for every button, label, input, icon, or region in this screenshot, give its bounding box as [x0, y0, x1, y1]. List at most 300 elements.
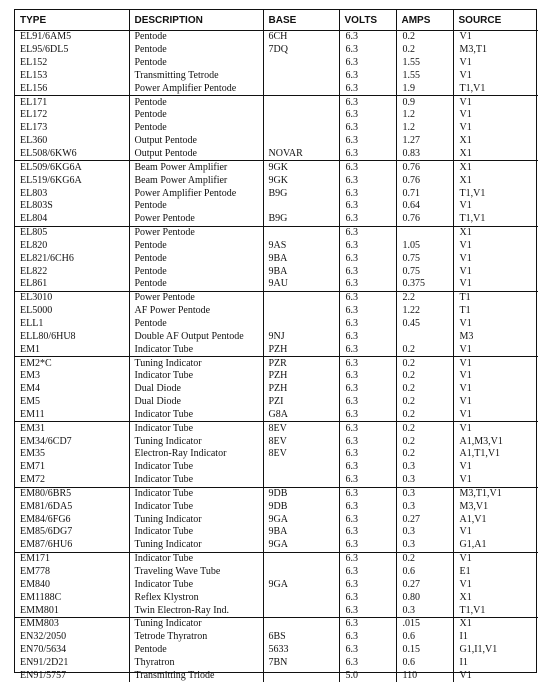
- cell-description: Tuning Indicator: [129, 513, 263, 526]
- cell-source: V1: [453, 526, 538, 539]
- cell-amps: 0.2: [396, 552, 453, 565]
- cell-volts: 6.3: [339, 500, 396, 513]
- table-row: [15, 396, 538, 409]
- table-row: [15, 187, 538, 200]
- table-row: [15, 461, 538, 474]
- table-row: [15, 135, 538, 148]
- cell-base: [263, 57, 339, 70]
- cell-type: EL171: [20, 96, 48, 108]
- cell-base: [263, 461, 339, 474]
- cell-type: EL91/6AM5: [20, 31, 72, 43]
- cell-description: Tuning Indicator: [129, 435, 263, 448]
- table-row: [15, 148, 538, 161]
- cell-volts: 6.3: [339, 252, 396, 265]
- cell-volts: 6.3: [339, 383, 396, 396]
- cell-amps: 0.3: [396, 604, 453, 617]
- cell-type: EL805: [20, 227, 48, 239]
- cell-source: V1: [453, 109, 538, 122]
- cell-amps: 0.76: [396, 213, 453, 226]
- cell-volts: 6.3: [339, 278, 396, 291]
- table-row: [15, 330, 538, 343]
- cell-volts: 6.3: [339, 122, 396, 135]
- cell-type: EM4: [20, 383, 40, 395]
- cell-type: EM34/6CD7: [20, 435, 72, 447]
- cell-amps: 0.3: [396, 487, 453, 500]
- cell-type: EL173: [20, 122, 48, 134]
- table-row: [15, 96, 538, 109]
- cell-amps: 0.76: [396, 174, 453, 187]
- cell-type: EM81/6DA5: [20, 500, 73, 512]
- header-type: TYPE: [15, 10, 129, 31]
- cell-volts: 6.3: [339, 343, 396, 356]
- cell-amps: 0.6: [396, 657, 453, 670]
- cell-description: Indicator Tube: [129, 461, 263, 474]
- cell-type: EN91/2D21: [20, 656, 69, 668]
- cell-base: PZI: [263, 396, 339, 409]
- table-row: [15, 305, 538, 318]
- cell-base: 8EV: [263, 448, 339, 461]
- cell-amps: 0.2: [396, 31, 453, 44]
- cell-volts: 6.3: [339, 631, 396, 644]
- cell-base: 9GA: [263, 539, 339, 552]
- cell-base: [263, 566, 339, 579]
- cell-type: EM71: [20, 461, 45, 473]
- cell-amps: 110: [396, 669, 453, 682]
- cell-amps: 0.6: [396, 631, 453, 644]
- cell-base: PZH: [263, 383, 339, 396]
- table-row: [15, 513, 538, 526]
- cell-base: G8A: [263, 408, 339, 421]
- cell-source: X1: [453, 617, 538, 630]
- cell-description: Pentode: [129, 57, 263, 70]
- cell-volts: 6.3: [339, 578, 396, 591]
- table-row: [15, 122, 538, 135]
- cell-amps: 0.45: [396, 318, 453, 331]
- cell-volts: 6.3: [339, 265, 396, 278]
- table-row: [15, 578, 538, 591]
- cell-description: Pentode: [129, 265, 263, 278]
- cell-volts: 6.3: [339, 617, 396, 630]
- cell-amps: 0.2: [396, 448, 453, 461]
- cell-amps: 0.80: [396, 591, 453, 604]
- cell-amps: 0.15: [396, 644, 453, 657]
- cell-source: A1,M3,V1: [453, 435, 538, 448]
- cell-description: Pentode: [129, 31, 263, 44]
- table-row: [15, 617, 538, 630]
- cell-type: EL820: [20, 239, 48, 251]
- cell-source: A1,V1: [453, 513, 538, 526]
- cell-type: EL804: [15, 213, 129, 226]
- cell-volts: 6.3: [339, 370, 396, 383]
- table-row: [15, 343, 538, 356]
- cell-description: Indicator Tube: [129, 370, 263, 383]
- cell-amps: 0.3: [396, 539, 453, 552]
- cell-type: EL172: [20, 109, 48, 121]
- cell-source: V1: [453, 31, 538, 44]
- cell-base: 7DQ: [263, 44, 339, 57]
- cell-base: [263, 617, 339, 630]
- cell-description: Beam Power Amplifier: [129, 161, 263, 174]
- cell-description: Tetrode Thyratron: [129, 631, 263, 644]
- cell-base: 5633: [263, 644, 339, 657]
- cell-source: M3: [453, 330, 538, 343]
- cell-base: [263, 226, 339, 239]
- cell-source: V1: [453, 578, 538, 591]
- cell-amps: 1.55: [396, 70, 453, 83]
- cell-type: EN91/5757: [20, 669, 67, 681]
- cell-amps: 0.2: [396, 422, 453, 435]
- header-volts: VOLTS: [339, 10, 396, 31]
- cell-source: T1: [453, 291, 538, 304]
- cell-description: Power Pentode: [129, 226, 263, 239]
- table-row: [15, 566, 538, 579]
- cell-volts: 6.3: [339, 591, 396, 604]
- table-row: [15, 82, 538, 95]
- cell-amps: 0.6: [396, 566, 453, 579]
- table-row: [15, 370, 538, 383]
- cell-volts: 6.3: [339, 213, 396, 226]
- cell-type: EL821/6CH6: [20, 252, 74, 264]
- cell-source: I1: [453, 631, 538, 644]
- cell-source: V1: [453, 422, 538, 435]
- tube-data-table-frame: [14, 9, 537, 681]
- cell-source: V1: [453, 57, 538, 70]
- cell-source: G1,I1,V1: [453, 644, 538, 657]
- cell-source: V1: [453, 461, 538, 474]
- cell-source: V1: [453, 265, 538, 278]
- table-row: [15, 291, 538, 304]
- cell-amps: 0.2: [396, 435, 453, 448]
- cell-volts: 6.3: [339, 148, 396, 161]
- cell-volts: 6.3: [339, 604, 396, 617]
- cell-description: Power Amplifier Pentode: [129, 82, 263, 95]
- cell-amps: 0.27: [396, 513, 453, 526]
- cell-description: Double AF Output Pentode: [129, 330, 263, 343]
- cell-volts: 6.3: [339, 539, 396, 552]
- cell-volts: 6.3: [339, 200, 396, 213]
- cell-description: Pentode: [129, 44, 263, 57]
- cell-type: EM171: [20, 553, 50, 565]
- cell-source: X1: [453, 591, 538, 604]
- cell-description: Indicator Tube: [129, 343, 263, 356]
- cell-source: V1: [453, 396, 538, 409]
- cell-base: 9GK: [263, 161, 339, 174]
- cell-description: Pentode: [129, 318, 263, 331]
- cell-volts: 6.3: [339, 109, 396, 122]
- cell-source: V1: [453, 343, 538, 356]
- cell-source: X1: [453, 161, 538, 174]
- cell-description: Electron-Ray Indicator: [129, 448, 263, 461]
- cell-base: [263, 591, 339, 604]
- table-row: [15, 357, 538, 370]
- header-amps: AMPS: [396, 10, 453, 31]
- cell-volts: 6.3: [339, 31, 396, 44]
- tube-data-table: [15, 10, 538, 682]
- table-row: [15, 109, 538, 122]
- cell-type: EM35: [20, 448, 45, 460]
- cell-source: V1: [453, 408, 538, 421]
- cell-amps: 0.83: [396, 148, 453, 161]
- cell-base: 9DB: [263, 487, 339, 500]
- cell-type: EL156: [15, 82, 129, 95]
- table-row: [15, 44, 538, 57]
- cell-volts: 6.3: [339, 57, 396, 70]
- cell-description: Thyratron: [129, 657, 263, 670]
- cell-type: EL95/6DL5: [20, 44, 69, 56]
- cell-volts: 6.3: [339, 461, 396, 474]
- cell-volts: 6.3: [339, 305, 396, 318]
- cell-description: Dual Diode: [129, 383, 263, 396]
- cell-volts: 6.3: [339, 487, 396, 500]
- cell-amps: 1.55: [396, 57, 453, 70]
- table-row: [15, 161, 538, 174]
- cell-type: EM31: [20, 422, 45, 434]
- header-row: [15, 10, 538, 31]
- cell-amps: 0.2: [396, 408, 453, 421]
- cell-volts: 6.3: [339, 318, 396, 331]
- cell-volts: 6.3: [339, 657, 396, 670]
- cell-source: E1: [453, 566, 538, 579]
- cell-volts: 6.3: [339, 96, 396, 109]
- cell-description: AF Power Pentode: [129, 305, 263, 318]
- cell-amps: 0.3: [396, 526, 453, 539]
- cell-description: Indicator Tube: [129, 578, 263, 591]
- cell-volts: 6.3: [339, 226, 396, 239]
- table-row: [15, 57, 538, 70]
- cell-description: Indicator Tube: [129, 500, 263, 513]
- cell-type: EL519/6KG6A: [20, 174, 82, 186]
- cell-volts: 6.3: [339, 513, 396, 526]
- cell-description: Beam Power Amplifier: [129, 174, 263, 187]
- cell-base: [263, 604, 339, 617]
- cell-type: EM3: [20, 370, 40, 382]
- cell-source: V1: [453, 669, 538, 682]
- cell-source: T1,V1: [453, 604, 538, 617]
- cell-amps: 0.375: [396, 278, 453, 291]
- cell-description: Indicator Tube: [129, 487, 263, 500]
- cell-base: B9G: [263, 187, 339, 200]
- cell-volts: 6.3: [339, 161, 396, 174]
- cell-description: Power Pentode: [129, 213, 263, 226]
- cell-source: M3,T1,V1: [453, 487, 538, 500]
- cell-amps: 0.75: [396, 252, 453, 265]
- cell-base: B9G: [263, 213, 339, 226]
- cell-amps: 0.3: [396, 500, 453, 513]
- cell-volts: 6.3: [339, 474, 396, 487]
- cell-source: V1: [453, 70, 538, 83]
- cell-base: [263, 96, 339, 109]
- cell-source: V1: [453, 278, 538, 291]
- cell-amps: 0.2: [396, 370, 453, 383]
- cell-type: EL509/6KG6A: [20, 161, 82, 173]
- cell-source: T1,V1: [453, 82, 538, 95]
- cell-amps: 0.71: [396, 187, 453, 200]
- cell-amps: 1.27: [396, 135, 453, 148]
- cell-amps: 0.9: [396, 96, 453, 109]
- cell-volts: 6.3: [339, 408, 396, 421]
- cell-volts: 6.3: [339, 422, 396, 435]
- cell-base: 9AU: [263, 278, 339, 291]
- table-row: [15, 604, 538, 617]
- table-row: [15, 644, 538, 657]
- cell-base: 6CH: [263, 31, 339, 44]
- cell-source: V1: [453, 552, 538, 565]
- cell-type: EL152: [20, 57, 48, 69]
- cell-type: EL153: [20, 69, 48, 81]
- cell-source: A1,T1,V1: [453, 448, 538, 461]
- cell-description: Power Amplifier Pentode: [129, 187, 263, 200]
- cell-base: 9AS: [263, 240, 339, 253]
- table-body: [15, 31, 538, 682]
- cell-description: Indicator Tube: [129, 408, 263, 421]
- table-row: [15, 265, 538, 278]
- cell-volts: 5.0: [339, 669, 396, 682]
- cell-volts: 6.3: [339, 135, 396, 148]
- table-row: [15, 526, 538, 539]
- cell-source: V1: [453, 370, 538, 383]
- cell-base: [263, 82, 339, 95]
- cell-source: V1: [453, 357, 538, 370]
- cell-amps: 0.2: [396, 343, 453, 356]
- cell-volts: 6.3: [339, 291, 396, 304]
- cell-source: X1: [453, 148, 538, 161]
- cell-amps: 2.2: [396, 291, 453, 304]
- cell-base: 9BA: [263, 526, 339, 539]
- cell-base: PZH: [263, 370, 339, 383]
- cell-base: 9BA: [263, 265, 339, 278]
- cell-amps: 1.9: [396, 82, 453, 95]
- cell-type: EM1: [15, 343, 129, 356]
- cell-type: EL3010: [20, 292, 53, 304]
- cell-description: Pentode: [129, 644, 263, 657]
- cell-amps: 0.2: [396, 396, 453, 409]
- cell-description: Reflex Klystron: [129, 591, 263, 604]
- cell-base: 8EV: [263, 422, 339, 435]
- cell-type: EL803: [20, 187, 48, 199]
- cell-volts: 6.3: [339, 70, 396, 83]
- cell-description: Tuning Indicator: [129, 357, 263, 370]
- cell-volts: 6.3: [339, 435, 396, 448]
- table-row: [15, 631, 538, 644]
- cell-volts: 6.3: [339, 357, 396, 370]
- cell-type: EM84/6FG6: [20, 513, 71, 525]
- cell-description: Indicator Tube: [129, 526, 263, 539]
- cell-source: V1: [453, 383, 538, 396]
- cell-volts: 6.3: [339, 644, 396, 657]
- table-row: [15, 240, 538, 253]
- cell-type: EM80/6BR5: [20, 487, 72, 499]
- table-row: [15, 435, 538, 448]
- cell-volts: 6.3: [339, 187, 396, 200]
- cell-source: X1: [453, 226, 538, 239]
- table-row: [15, 552, 538, 565]
- cell-type: EM5: [20, 396, 40, 408]
- table-row: [15, 591, 538, 604]
- table-row: [15, 657, 538, 670]
- cell-type: EL508/6KW6: [15, 148, 129, 161]
- cell-description: Pentode: [129, 200, 263, 213]
- cell-source: T1,V1: [453, 213, 538, 226]
- cell-volts: 6.3: [339, 566, 396, 579]
- cell-description: Pentode: [129, 252, 263, 265]
- cell-base: 7BN: [263, 657, 339, 670]
- cell-amps: 1.2: [396, 109, 453, 122]
- cell-amps: 0.2: [396, 383, 453, 396]
- table-row: [15, 200, 538, 213]
- table-row: [15, 669, 538, 682]
- table-row: [15, 487, 538, 500]
- cell-amps: 0.2: [396, 44, 453, 57]
- cell-type: EL803S: [20, 200, 53, 212]
- cell-base: 9DB: [263, 500, 339, 513]
- cell-base: 9GA: [263, 513, 339, 526]
- header-description: DESCRIPTION: [129, 10, 263, 31]
- cell-base: 9BA: [263, 252, 339, 265]
- table-row: [15, 383, 538, 396]
- cell-base: 9GK: [263, 174, 339, 187]
- table-row: [15, 539, 538, 552]
- cell-type: EN70/5634: [20, 644, 67, 656]
- cell-base: 6BS: [263, 631, 339, 644]
- table-row: [15, 474, 538, 487]
- cell-description: Traveling Wave Tube: [129, 566, 263, 579]
- cell-description: Transmitting Tetrode: [129, 70, 263, 83]
- cell-type: EMM801: [15, 604, 129, 617]
- cell-description: Pentode: [129, 240, 263, 253]
- cell-type: EL861: [15, 278, 129, 291]
- cell-base: [263, 122, 339, 135]
- cell-volts: 6.3: [339, 396, 396, 409]
- cell-volts: 6.3: [339, 240, 396, 253]
- table-row: [15, 448, 538, 461]
- cell-source: M3,T1: [453, 44, 538, 57]
- cell-amps: 0.3: [396, 461, 453, 474]
- cell-base: NOVAR: [263, 148, 339, 161]
- cell-type: ELL1: [20, 317, 44, 329]
- cell-amps: [396, 330, 453, 343]
- cell-volts: 6.3: [339, 44, 396, 57]
- cell-volts: 6.3: [339, 174, 396, 187]
- cell-base: [263, 474, 339, 487]
- cell-base: [263, 200, 339, 213]
- cell-volts: 6.3: [339, 552, 396, 565]
- table-row: [15, 226, 538, 239]
- cell-source: M3,V1: [453, 500, 538, 513]
- cell-type: EM778: [20, 566, 50, 578]
- cell-amps: 0.3: [396, 474, 453, 487]
- cell-source: V1: [453, 122, 538, 135]
- cell-description: Tuning Indicator: [129, 539, 263, 552]
- cell-base: [263, 552, 339, 565]
- cell-source: V1: [453, 474, 538, 487]
- cell-type: EL822: [20, 265, 48, 277]
- table-row: [15, 318, 538, 331]
- cell-amps: 1.22: [396, 305, 453, 318]
- cell-amps: 1.05: [396, 240, 453, 253]
- cell-description: Power Pentode: [129, 291, 263, 304]
- cell-volts: 6.3: [339, 330, 396, 343]
- cell-source: I1: [453, 657, 538, 670]
- cell-type: EMM803: [20, 618, 59, 630]
- cell-base: 9GA: [263, 578, 339, 591]
- cell-base: PZH: [263, 343, 339, 356]
- cell-type: EM72: [15, 474, 129, 487]
- cell-description: Dual Diode: [129, 396, 263, 409]
- cell-description: Twin Electron-Ray Ind.: [129, 604, 263, 617]
- cell-description: Output Pentode: [129, 148, 263, 161]
- cell-type: EL5000: [20, 305, 53, 317]
- cell-type: EL360: [20, 135, 48, 147]
